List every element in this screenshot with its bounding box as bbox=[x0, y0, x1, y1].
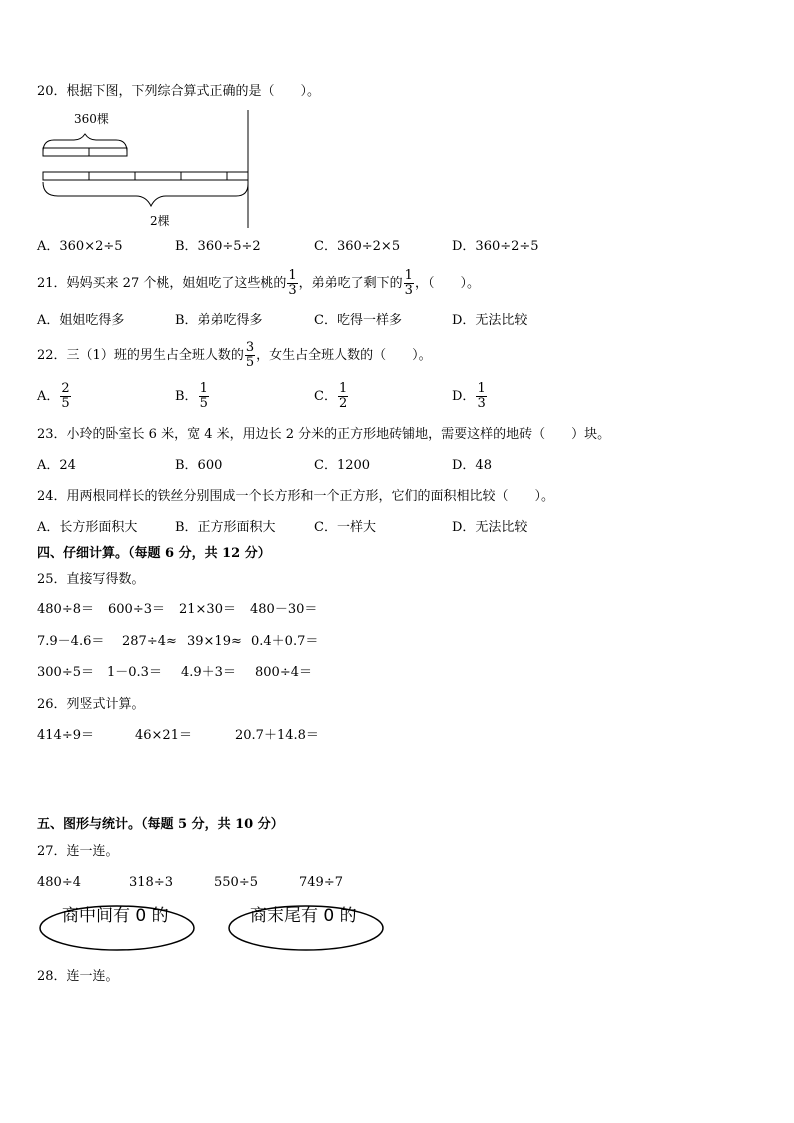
q20-stem: 20．根据下图，下列综合算式正确的是（ ）。 bbox=[37, 84, 321, 99]
q20-option-c: C．360÷2×5 bbox=[314, 239, 401, 254]
q23-option-b: B．600 bbox=[175, 458, 223, 473]
q27-stem: 27．连一连。 bbox=[37, 844, 119, 859]
q25-r3-c2: 1－0.3＝ bbox=[107, 665, 162, 680]
q20-top-label: 360棵 bbox=[74, 112, 109, 126]
q20-option-b: B．360÷5÷2 bbox=[175, 239, 261, 254]
q21-text-1: 21．妈妈买来 27 个桃，姐姐吃了这些桃的 bbox=[37, 276, 287, 291]
q27-item-3: 550÷5 bbox=[214, 875, 258, 890]
q25-r2-c4: 0.4＋0.7＝ bbox=[251, 634, 319, 649]
q25-r3-c1: 300÷5＝ bbox=[37, 665, 94, 680]
q22-text-1: 22．三（1）班的男生占全班人数的 bbox=[37, 348, 244, 363]
section-5-heading: 五、图形与统计。（每题 5 分，共 10 分） bbox=[37, 817, 284, 832]
q25-r3-c3: 4.9＋3＝ bbox=[181, 665, 236, 680]
q22-text-2: ，女生占全班人数的（ ）。 bbox=[256, 348, 432, 363]
q23-stem: 23．小玲的卧室长 6 米，宽 4 米，用边长 2 分米的正方形地砖铺地，需要这样的地砖（ ）块。 bbox=[37, 427, 611, 442]
q22-option-b: B． $\frac{1}{5}$ bbox=[175, 381, 208, 411]
q22-fraction: $\frac{3}{5}$ bbox=[245, 340, 255, 370]
q23-option-a: A．24 bbox=[37, 458, 76, 473]
q20-top-bar bbox=[43, 148, 127, 156]
q20-option-d: D．360÷2÷5 bbox=[452, 239, 539, 254]
q27-item-4: 749÷7 bbox=[299, 875, 343, 890]
q21-stem bbox=[37, 268, 480, 300]
q25-r2-c3: 39×19≈ bbox=[187, 634, 242, 649]
q22-option-c: C． $\frac{1}{2}$ bbox=[314, 381, 348, 411]
q25-r2-c1: 7.9－4.6＝ bbox=[37, 634, 105, 649]
q25-r1-c4: 480－30＝ bbox=[250, 602, 318, 617]
q24-option-d: D．无法比较 bbox=[452, 520, 528, 535]
q25-r1-c1: 480÷8＝ bbox=[37, 602, 94, 617]
q20-bottom-bar bbox=[43, 172, 248, 180]
q22-stem bbox=[37, 340, 432, 372]
q22-option-a: A． $\frac{2}{5}$ bbox=[37, 381, 70, 411]
q28-stem: 28．连一连。 bbox=[37, 969, 119, 984]
q20-bottom-label: 2棵 bbox=[150, 214, 170, 228]
q25-r1-c3: 21×30＝ bbox=[179, 602, 236, 617]
section-4-heading: 四、仔细计算。（每题 6 分，共 12 分） bbox=[37, 546, 271, 561]
q23-option-d: D．48 bbox=[452, 458, 492, 473]
q20-option-a: A．360×2÷5 bbox=[37, 239, 123, 254]
q20-diagram bbox=[36, 108, 256, 230]
q24-option-b: B．正方形面积大 bbox=[175, 520, 276, 535]
q27-ellipse-1-label: 商中间有 0 的 bbox=[62, 906, 169, 926]
q21-fraction-2: $\frac{1}{3}$ bbox=[404, 268, 413, 298]
q21-text-2: ，弟弟吃了剩下的 bbox=[298, 276, 403, 291]
q21-option-b: B．弟弟吃得多 bbox=[175, 313, 263, 328]
q25-r3-c4: 800÷4＝ bbox=[255, 665, 312, 680]
q21-option-d: D．无法比较 bbox=[452, 313, 528, 328]
q20-top-brace bbox=[43, 134, 127, 152]
q24-option-c: C．一样大 bbox=[314, 520, 376, 535]
q21-option-c: C．吃得一样多 bbox=[314, 313, 402, 328]
q21-fraction-1: $\frac{1}{3}$ bbox=[288, 268, 297, 298]
q22-option-d: D． $\frac{1}{3}$ bbox=[452, 381, 486, 411]
q24-stem: 24．用两根同样长的铁丝分别围成一个长方形和一个正方形，它们的面积相比较（ ）。 bbox=[37, 489, 555, 504]
q26-stem: 26．列竖式计算。 bbox=[37, 697, 145, 712]
q25-r2-c2: 287÷4≈ bbox=[122, 634, 177, 649]
q20-bottom-brace bbox=[43, 182, 248, 206]
q21-text-3: ，（ ）。 bbox=[414, 276, 480, 291]
q25-stem: 25．直接写得数。 bbox=[37, 572, 145, 587]
q26-item-1: 414÷9＝ bbox=[37, 728, 94, 743]
q27-ellipse-2-label: 商末尾有 0 的 bbox=[250, 906, 357, 926]
q27-item-2: 318÷3 bbox=[129, 875, 173, 890]
q27-item-1: 480÷4 bbox=[37, 875, 81, 890]
q23-option-c: C．1200 bbox=[314, 458, 371, 473]
q24-option-a: A．长方形面积大 bbox=[37, 520, 138, 535]
q26-item-3: 20.7＋14.8＝ bbox=[235, 728, 319, 743]
q26-item-2: 46×21＝ bbox=[135, 728, 192, 743]
q21-option-a: A．姐姐吃得多 bbox=[37, 313, 125, 328]
q25-r1-c2: 600÷3＝ bbox=[108, 602, 165, 617]
